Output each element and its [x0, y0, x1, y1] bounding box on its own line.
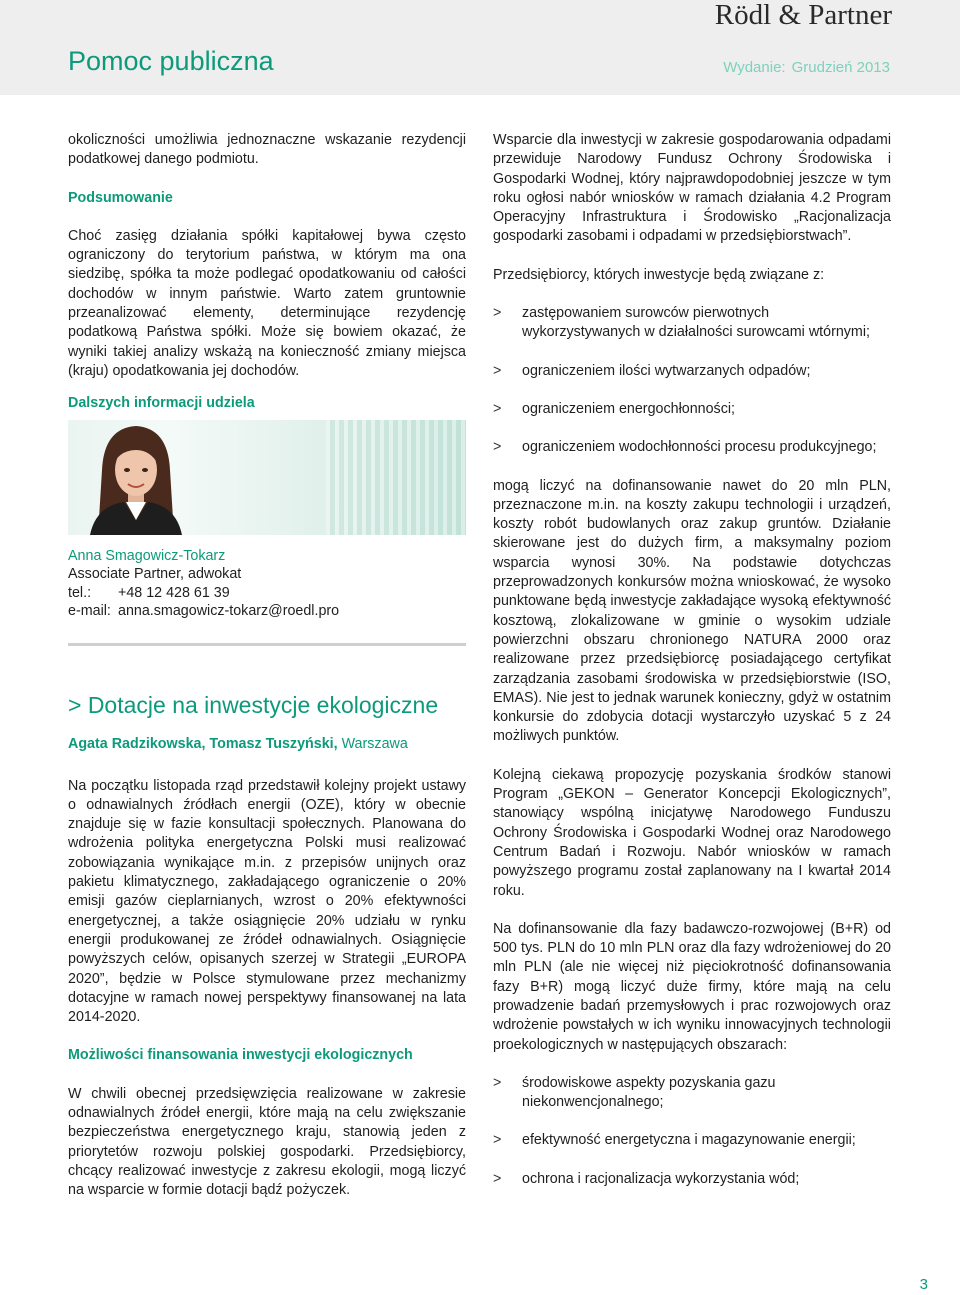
email-link[interactable]: anna.smagowicz-tokarz@roedl.pro: [118, 603, 340, 620]
left-column: [68, 131, 466, 1201]
right-paragraph-1: Wsparcie dla inwestycji w zakresie gospodarowania odpadami przewiduje Narodowy Fundusz Ochrony Środowiska i Gospodarki Wodnej, który najprawdopodobniej jeszcze w tym roku ogłosi nabór wniosków w ramach działania 4.2 Program Operacyjny Infrastruktura i Środowisko „Racjonalizacja gospodarki zasobami i odpadami w przedsiębiorstwach”.: [493, 132, 891, 245]
info-heading: Dalszych informacji udziela: [68, 395, 255, 412]
right-paragraph-2: Przedsiębiorcy, których inwestycje będą związane z:: [493, 266, 825, 283]
summary-heading: Podsumowanie: [68, 189, 173, 206]
bullet-marker: >: [493, 362, 502, 379]
bullet-marker: >: [493, 400, 502, 417]
contact-role: Associate Partner, adwokat: [68, 566, 242, 583]
right-paragraph-3: mogą liczyć na dofinansowanie nawet do 20 mln PLN, przeznaczone m.in. na koszty zakupu technologii i urządzeń, koszty robót budowlanych oraz zakup gruntów. Działanie skierowane jest do dużych firm, a maksymalny poziom wsparcia wynosi 30%. Na podstawie dotychczas przeprowadzonych konkursów można wnioskować, że wysoko punktowane będą inwestycje zakładające wysoką efektywność kosztową, zlokalizowane w gminie o wysokim udziale powierzchni obszaru chronionego NATURA 2000 oraz realizowane przez przedsiębiorcę posiadającego certyfikat zarządzania zasobami środowiska w przedsiębiorstwie (ISO, EMAS). Nie jest to jednak warunek konieczny, gdyż w ostatnim konkursie do zdobycia dotacji wystarczyło uzyskać 5 z 24 możliwych punktów.: [493, 477, 891, 745]
financing-heading: Możliwości finansowania inwestycji ekologicznych: [68, 1047, 413, 1064]
right-paragraph-4: Kolejną ciekawą propozycję pozyskania środków stanowi Program „GEKON – Generator Koncepcji Ekologicznych”, stanowiący wspólną inicjatywę Narodowego Funduszu Ochrony Środowiska i Gospodarki Wodnej oraz Narodowego Centrum Badań i Rozwoju. Nabór wniosków w ramach powyższego programu został zaplanowany na I kwartał 2014 roku.: [493, 766, 891, 899]
intro-paragraph: okoliczności umożliwia jednoznaczne wskazanie rezydencji podatkowej danego podmiotu.: [68, 132, 466, 168]
phone-value: +48 12 428 61 39: [118, 584, 230, 601]
waste-criteria-list: [493, 304, 891, 457]
brand-logo: Rödl & Partner: [714, 0, 892, 31]
gekon-areas-list: [493, 1074, 891, 1189]
contact-email: [68, 602, 466, 621]
list-item: > efektywność energetyczna i magazynowanie energii;: [493, 1131, 891, 1150]
portrait-photo: [76, 420, 196, 535]
contact-name: Anna Smagowicz-Tokarz: [68, 547, 226, 564]
authors-names: Agata Radzikowska, Tomasz Tuszyński,: [68, 735, 338, 752]
list-item: > ograniczeniem wodochłonności procesu produkcyjnego;: [493, 438, 891, 457]
article-paragraph-2: W chwili obecnej przedsięwzięcia realizowane w zakresie odnawialnych źródeł energii, które mają na celu zwiększanie bezpieczeństwa energetycznego kraju, stanowią jeden z priorytetów rozwoju polskiej gospodarki. Przedsiębiorcy, chcący realizować inwestycje z zakresu ekologii, mogą liczyć na wsparcie w formie dotacji bądź pożyczek.: [68, 1085, 466, 1199]
publication-title: Pomoc publiczna: [68, 46, 274, 76]
bullet-marker: >: [493, 305, 502, 322]
article-title: > Dotacje na inwestycje ekologiczne: [68, 691, 439, 718]
right-paragraph-5: Na dofinansowanie dla fazy badawczo-rozwojowej (B+R) od 500 tys. PLN do 10 mln PLN oraz dla fazy wdrożeniowej do 20 mln PLN (ale nie więcej niż pięciokrotność dofinansowania fazy B+R) mogą liczyć duże firmy, które mają na celu prowadzenie badań przemysłowych i prac rozwojowych oraz wdrożenie powstałych w ich wyniku innowacyjnych technologii proekologicznych w następujących obszarach:: [493, 920, 891, 1053]
contact-phone: [68, 584, 466, 603]
contact-photo: [68, 420, 466, 535]
email-label: e-mail:: [68, 603, 111, 620]
list-item: > ograniczeniem energochłonności;: [493, 400, 891, 419]
photo-background-stripes: [326, 420, 466, 535]
phone-label: tel.:: [68, 584, 92, 601]
right-column: [493, 131, 891, 1189]
bullet-marker: >: [493, 1074, 502, 1091]
article-paragraph-1: Na początku listopada rząd przedstawił kolejny projekt ustawy o odnawialnych źródłach energii (OZE), który w obecnie znajduje się w fazie konsultacji społecznych. Planowana do wdrożenia polityka energetyczna Polski musi realizować zobowiązania wynikające m.in. z przepisów unijnych oraz pakietu klimatycznego, zakładającego ograniczenie o 20% emisji gazów cieplarnianych, wzrost o 20% efektywności energetycznej, a także osiągnięcie 20% udziału w rynku energii produkowanej ze źródeł odnawialnych. Osiągnięcie powyższych celów, opisanych szerzej w Strategii „EUROPA 2020”, będzie w Polsce stymulowane przez mechanizmy dotacyjne w ramach nowej perspektywy finansowanej na lata 2014-2020.: [68, 777, 466, 1026]
edition-label: Wydanie:: [723, 59, 786, 76]
list-item: > ochrona i racjonalizacja wykorzystania wód;: [493, 1170, 891, 1189]
bullet-marker: >: [493, 1132, 502, 1149]
page-header: [0, 0, 960, 95]
section-divider: [68, 643, 466, 646]
edition-info: [723, 59, 890, 76]
edition-date: Grudzień 2013: [791, 59, 890, 76]
list-item: > ograniczeniem ilości wytwarzanych odpadów;: [493, 362, 891, 381]
authors-city: Warszawa: [341, 735, 408, 752]
article-authors: [68, 735, 466, 754]
list-item: > środowiskowe aspekty pozyskania gazu niekonwencjonalnego;: [493, 1074, 776, 1111]
summary-paragraph: Choć zasięg działania spółki kapitałowej bywa często ograniczony do terytorium państwa, w którym ma ona siedzibę, spółka ta może podlegać opodatkowaniu od całości dochodów w innym państwie. Warto zatem gruntownie przeanalizować elementy, determinujące rezydencję podatkową Państwa spółki. Może się bowiem okazać, że wyniki takiej analizy wskażą na konieczność zmiany miejsca (kraju) opodatkowania jej dochodów.: [68, 227, 466, 379]
page-number: 3: [919, 1276, 928, 1293]
bullet-marker: >: [493, 1170, 502, 1187]
list-item: > zastępowaniem surowców pierwotnych wykorzystywanych w działalności surowcami wtórnymi;: [493, 305, 870, 341]
bullet-marker: >: [493, 439, 502, 456]
